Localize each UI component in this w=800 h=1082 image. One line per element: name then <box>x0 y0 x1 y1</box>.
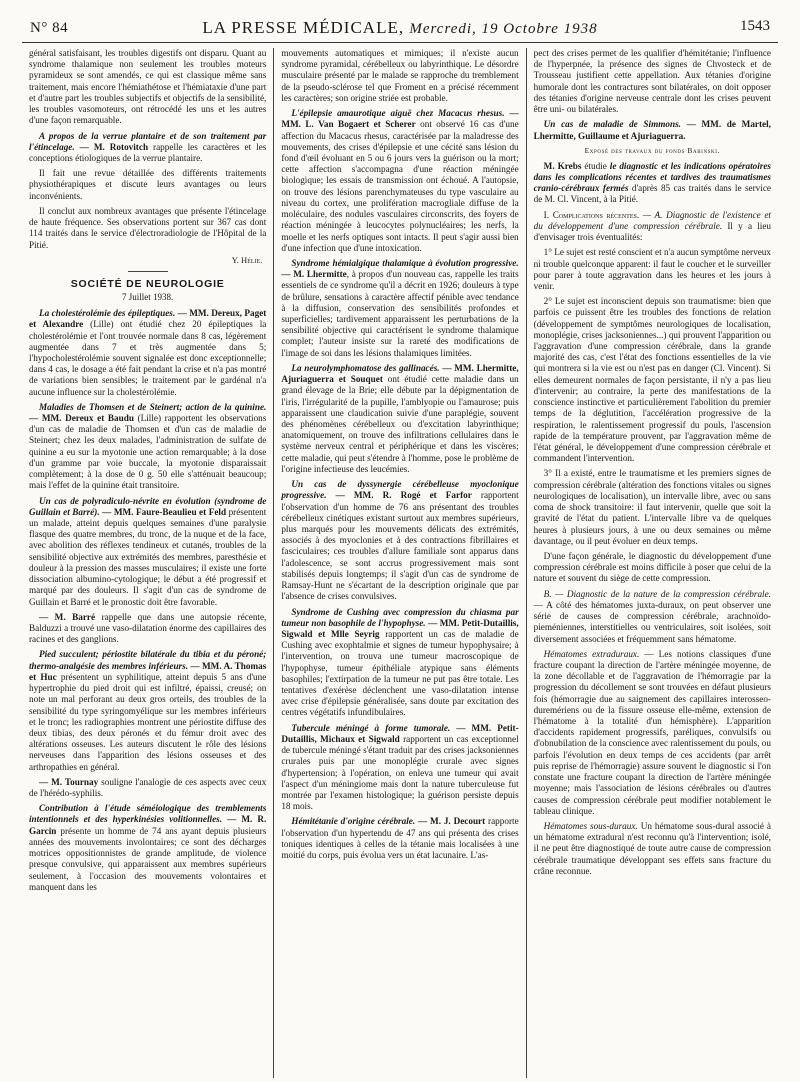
paragraph: Il conclut aux nombreux avantages que présente l'étincelage de haute fréquence. Ses observations portent sur 367 cas dont 114 traités dans le service d'électroradiologie de l'Hôpital de la Pitié. <box>29 205 267 250</box>
article-abstract <box>281 479 518 602</box>
article-abstract <box>281 258 518 359</box>
subsection-title: B. — Diagnostic de la nature de la compression cérébrale. <box>543 588 771 599</box>
article-text: présente un homme de 74 ans ayant depuis plusieurs années des mouvements involontaires; ce sont des décharges motrices oppositionnistes de grande amplitude, de violence presque convulsive, qui apparaissent aux membres supérieurs seulement, à l'occasion des mouvements volontaires et manquent dans les <box>29 825 267 892</box>
article-text: , à propos d'un nouveau cas, rappelle les traits essentiels de ce syndrome qu'il a décrit en 1926; douleurs à type de brûlure, sensations à caractère affectif pénible avec tendance à la diffusion, conservation des sensibilités profondes et superficielles; tardivement apparaissent les perturbations de la sensibilité objective qui caractérisent le syndrome thalamique complet; l'auteur insiste sur la rareté des modifications de l'image de soi dans les lésions thalamiques limitées. <box>281 269 519 358</box>
article-text: — Les notions classiques d'une fracture coupant la direction de l'artère méningée moyenne, de la zone décollable et de l'aggravation de l'hémorragie par la progression du décollement se sont trouvées en défaut plusieurs fois (hémorragie due au saignement des capillaires interosseo-duremériens ou de la fissure osseuse elle-même, extension de l'hématome à la totalité d'un hémisphère). L'apparition d'accidents rapidement progressifs, paréliques, convulsifs ou d'obnubilation de la conscience avec ralentissement du pouls, ou parfois l'évolution en deux temps de ces accidents (par arrêt puis reprise de l'hémorragie) assure souvent le diagnostic si l'on constate une fracture coupant la direction de l'artère méningée moyenne; mais l'association de lésions cérébrales ou d'autres causes de compression cérébrale peut modifier notablement le tableau clinique. <box>533 648 771 816</box>
article-text: rapportent un cas exceptionnel de tubercule méningé s'étant traduit par des crises jacksoniennes crurales puis par une monoplégie crurale avec signes d'hypertension; à l'opération, on enleva une tumeur qui avait l'aspect d'un méningiome mais dont la nature tuberculeuse fut montrée par l'examen histologique; la guérison persiste depuis 18 mois. <box>281 733 519 812</box>
paragraph: pect des crises permet de les qualifier d'hémitétanie; l'influence de l'hyperpnée, la présence des signes de Chvosteck et de Trousseau justifient cette appellation. Aux tétanies d'origine humorale dont les contractures sont bilatérales, on doit opposer des tétanies d'origine nerveuse centrale dont les crises peuvent être uni- ou bilatérales. <box>533 48 771 115</box>
article-abstract <box>534 119 771 141</box>
article-text: Il y a lieu d'envisager trois éventualités: <box>533 220 771 243</box>
article-text: rappelle les caractères et les conceptions étiologiques de la verrue plantaire. <box>29 141 267 163</box>
article-title: Hémitétanie d'origine cérébrale. <box>291 816 416 827</box>
issue-date: Mercredi, 19 Octobre 1938 <box>409 21 598 37</box>
subsection-title: Hématomes extraduraux. <box>543 648 640 659</box>
article-title: La neurolymphomatose des gallinacés. <box>291 362 440 373</box>
article-title: Un cas de polyradiculo-névrite en évolution (syndrome de Guillain et Barré). <box>29 495 267 517</box>
article-text: présentent un malade, atteint depuis quelques semaines d'une paralysie flasque des quatre membres, du tronc, de la nuque et de la face, avec abolition des réflexes tendineux et cutanés, troubles de la sensibilité objective aux extrémités des membres, paresthésie et douleur à la pression des masses musculaires; il existe une forte dissociation albumino-cytologique; le début a été progressif et marqué par des douleurs. Il s'agit d'un cas de syndrome de Guillain et Barré et le pronostic doit être favorable. <box>29 506 267 607</box>
article-abstract <box>29 649 266 772</box>
page-number: 1543 <box>740 18 770 34</box>
article-author: — MM. de Martel, Lhermitte, Guillaume et Ajuriaguerra. <box>533 119 771 141</box>
article-author: — M. R. Garcin <box>29 814 267 836</box>
article-title: Maladies de Thomsen et de Steinert; action de la quinine. <box>39 401 267 412</box>
article-abstract <box>281 723 518 813</box>
paragraph: Il fait une revue détaillée des différents traitements physiothérapiques et discute leurs avantages ou leurs inconvénients. <box>29 168 267 201</box>
issue-number: N° 84 <box>30 20 69 36</box>
masthead <box>22 14 778 43</box>
paragraph <box>534 649 771 817</box>
article-text: souligne l'analogie de ces aspects avec ceux de l'hérédo-syphilis. <box>29 776 267 799</box>
article-abstract <box>281 607 518 719</box>
section-date: 7 Juillet 1938. <box>122 292 174 303</box>
article-author: — M. Tournay <box>39 776 99 787</box>
article-author: — MM. Petit-Dutaillis, Michaux et Sigwald <box>281 722 519 744</box>
article-text: ont observé 16 cas d'une affection du Macacus rhesus, caractérisée par la maladresse des mouvements, des crises d'épilepsie et une cécité sans lésion du fond d'œil évoluant en 5 ou 6 jours vers la guérison ou la mort; cette affection s'accompagna d'une réaction méningée biologique; les essais de transmission ont échoué. A l'autopsie, on trouve des lésions parenchymateuses du type vasculaire au niveau du cortex, une prolifération macrogliale diffuse de la moléculaire, des nodules vasculaires circonscrits, des foyers de réaction méningée à leucocytes polynucléaires; les nerfs, la moelle et les nerfs optiques sont intacts. Il peut s'agir aussi bien d'une infection que d'une intoxication. <box>281 119 519 253</box>
paragraph: 2° Le sujet est inconscient depuis son traumatisme: bien que parfois ce puissent être les troubles des fonctions de relation (développement de symptômes neurologiques de localisation, monoplégie, crises jacksoniennes...) qui prouvent l'apparition ou l'aggravation d'une compression cérébrale, dans la grande majorité des cas, c'est l'état des fonctions essentielles de la vie qui montrera si la vie est ou n'est pas en danger (Cl. Vincent). Si elles demeurent normales de façon persistante, il n'y a pas lieu d'intervenir; au contraire, la perte des manifestations de la conscience instinctive et particulièrement l'abolition du premier temps de la déglutition, l'accélération progressive de la respiration, le ralentissement progressif du pouls, l'ascension rapide de la température prouvent, par l'aggravation même de l'état général, le développement d'une compression cérébrale et commandent l'intervention. <box>533 296 771 464</box>
article-author: — MM. Petit-Dutaillis, Sigwald et Mlle Seyrig <box>281 617 519 639</box>
article-title: A propos de la verrue plantaire et de son traitement par l'étincelage. <box>29 130 267 152</box>
article-abstract <box>281 816 518 861</box>
article-author: — MM. Faure-Beaulieu et Feld <box>102 506 227 517</box>
column-3 <box>526 48 778 1078</box>
article-text: rapportent un cas de maladie de Cushing avec exophtalmie et signes de tumeur hypophysaire; à l'intervention, on trouva une tumeur macroscopique de l'hypophyse, tumeur épithéliale atypique sans éléments basophiles; l'extirpation de la tumeur ne put pas être totale. Les tentatives d'exérèse déclenchent une vaso-dilatation intense avec crise d'épilepsie généralisée, sans doute par excitation des centres végétatifs infundibulaires. <box>281 628 519 718</box>
article-title: le diagnostic et les indications opératoires dans les complications récentes et tardives des traumatismes cranio-cérébraux fermés <box>533 160 771 194</box>
article-text: Un hématome sous-dural associé à un hématome extradural n'est reconnu qu'à l'intervention; isolé, il ne peut être diagnostiqué de toute autre cause de compression cérébrale traumatique développant ses effets sans fracture du crâne reconnue. <box>533 821 771 876</box>
section-heading: SOCIÉTÉ DE NEUROLOGIE <box>70 278 225 291</box>
article-author: — M. J. Decourt <box>418 816 486 827</box>
article-title: Pied succulent; périostite bilatérale du tibia et du péroné; thermo-analgésie des membres inférieurs. <box>29 649 267 671</box>
column-1 <box>22 48 273 1078</box>
signature: Y. Hélie. <box>231 254 263 265</box>
article-text: rapportent l'observation d'un homme de 76 ans présentant des troubles cérébelleux cinétiques existant surtout aux membres supérieurs, plus marqués pour les mouvements délicats des extrémités, associés à des myoclonies et à des contractions fibrillaires et fasciculaires; ces troubles d'allure familiale sont apparus dans l'adolescence, se sont accrus progressivement mais sont stabilisés depuis longtemps; il s'agit d'un cas de syndrome de Ramsay-Hunt ne s'écartant de la description originale que par l'absence de crises convulsives. <box>281 490 519 602</box>
article-abstract <box>29 803 266 893</box>
article-abstract <box>29 496 266 608</box>
article-abstract <box>29 402 266 492</box>
column-2 <box>273 48 525 1078</box>
article-author: — MM. Dereux et Baudu <box>29 413 134 424</box>
paragraph: 1° Le sujet est resté conscient et n'a aucun symptôme nerveux ni trouble quelconque apparent: il faut le coucher et le surveiller pour parer à toute aggravation dans les heures et les jours à venir. <box>533 247 771 291</box>
article-author: — MM. Lhermitte, Ajuriaguerra et Souquet <box>281 362 519 385</box>
article-title: Un cas de dyssynergie cérébelleuse myoclonique progressive. <box>281 479 519 501</box>
article-author: M. Krebs <box>543 160 582 171</box>
paragraph <box>534 821 771 877</box>
article-text: (Lille) rapportent les observations d'un cas de maladie de Thomsen et d'un cas de maladie de Steinert; chez les deux malades, l'administration de sulfate de quinine a eu sur la myotonie une action remarquable; à la dose d'un gramme par voie buccale, la myotonie disparaissait complètement; à la dose de 0 g. 50 elle s'atténuait beaucoup; mais l'effet de la quinine était transitoire. <box>29 413 267 491</box>
divider <box>128 271 168 272</box>
article-text: ont étudié cette maladie dans un grand élevage de la Brie; elle débute par la dépigmentation de l'iris, l'irrégularité de la pupille, l'amblyopie ou l'amaurose; puis apparaissent une claudication suivie d'une paraplégie, souvent des phénomènes cérébelleux ou d'excitation labyrinthique; anatomiquement, on trouve des infiltrations cellulaires dans le système nerveux central et périphérique et dans les viscères; cette maladie, qui peut s'étendre à l'homme, pose le problème de l'origine infectieuse des leucémies. <box>281 374 519 474</box>
article-title: L'épilepsie amaurotique aiguë chez Macacus rhesus. <box>291 108 505 119</box>
article-author: — M. Barré <box>39 611 96 622</box>
article-abstract <box>534 161 771 206</box>
subsection-title: — A. Diagnostic de l'existence et du développement d'une compression cérébrale. <box>533 209 771 231</box>
article-author: — MM. A. Thomas et Huc <box>29 660 267 682</box>
article-abstract <box>281 108 518 254</box>
paragraph: mouvements automatiques et mimiques; il n'existe aucun syndrome pyramidal, cérébelleux ou labyrinthique. Le désordre musculaire présenté par le malade se rapproche du tremblement de la pseudo-sclérose tel que Froment en a précisé récemment les caractères; son origine striée est probable. <box>281 48 519 103</box>
paragraph <box>534 589 771 645</box>
subsection-heading: Exposé des travaux du fonds Babinski. <box>584 145 720 155</box>
article-abstract <box>29 308 266 398</box>
article-abstract <box>29 131 266 165</box>
article-text: présentent un syphilitique, atteint depuis 5 ans d'une hypertrophie du pied droit qui est infiltré, épaissi, creusé; on note un mal perforant au deux gros orteils, des troubles de la sensibilité du type syringomyélique sur les membres inférieurs et le tronc; les radiographies montrent une périostite diffuse des deux tibias, des deux péronés et du fémur droit avec des altérations osseuses. Les auteurs discutent le rôle des lésions nerveuses dans l'apparition des lésions osseuses et des arthropathies en général. <box>29 671 267 772</box>
article-abstract <box>281 363 518 475</box>
journal-title-line <box>22 18 778 38</box>
article-text: (Lille) ont étudié chez 20 épileptiques la cholestérolémie et l'ont trouvée normale dans 8 cas, légèrement augmentée dans 7 et très augmentée dans 5; l'hypocholestérolémie souvent signalée est donc exceptionnelle; dans 4 cas, le dosage a été fait pendant la crise et n'a pas montré de variations bien sensibles; le traitement par le gardénal n'a aucune influence sur la cholestérolémie. <box>29 319 267 397</box>
article-author: — MM. R. Rogé et Farfor <box>335 490 472 501</box>
article-author: — M. Rotovitch <box>79 141 149 152</box>
article-author: — MM. Dereux, Paget et Alexandre <box>29 308 267 330</box>
journal-title: LA PRESSE MÉDICALE, <box>202 18 405 37</box>
article-text: d'après 85 cas traités dans le service de M. Cl. Vincent, à la Pitié. <box>533 183 771 205</box>
paragraph: 3° Il a existé, entre le traumatisme et les premiers signes de compression cérébrale (altération des fonctions vitales ou signes neurologiques de localisation), un intervalle libre, avec ou sans coma de shock transitoire: il faut intervenir, quelle que soit la gravité de l'état du patient. L'intervalle libre va de quelques heures à plusieurs jours, à une ou deux semaines ou même davantage, ou il peut évoluer en deux temps. <box>533 468 771 546</box>
article-title: Contribution à l'étude séméiologique des tremblements intentionnels et des hyperkinésies volitionnelles. <box>29 803 267 825</box>
article-title: Syndrome hémialgique thalamique à évolution progressive. <box>291 257 519 268</box>
paragraph: général satisfaisant, les troubles digestifs ont disparu. Quant au syndrome thalamique non seulement les troubles moteurs pyramideux se sont amendés, ce qui est classique même sans traitement, mais encore l'hémiathétose et l'hémiataxie d'une part et d'autre part les troubles subjectifs et objectifs de la sensibilité, les troubles vasomoteurs, ont rétrocédé les uns et les autres d'une façon remarquable. <box>29 48 267 126</box>
article-title: Un cas de maladie de Simmons. <box>543 119 681 130</box>
paragraph: D'une façon générale, le diagnostic du développement d'une compression cérébrale est moins difficile à poser que celui de la nature et souvent du siège de cette compression. <box>533 550 771 584</box>
subsection-label: I. Complications récentes. <box>543 209 640 220</box>
article-text: — A côté des hématomes juxta-duraux, on peut observer une série de causes de compression cérébrale, arachnoïdo-pieméniennes, interstitielles ou ventriculaires, soit isolées, soit diversement associées et fréquemment sans hématome. <box>533 599 771 644</box>
article-author: — M. Lhermitte <box>281 269 347 280</box>
article-title: Syndrome de Cushing avec compression du chiasma par tumeur non basophile de l'hypophyse. <box>281 606 519 628</box>
article-text: rapporte l'observation d'un hypertendu de 47 ans qui présenta des crises toniques identiques à celles de la tétanie mais localisées à une moitié du corps, puis évolua vers un état lacunaire. L'as- <box>281 816 519 861</box>
article-title: Tubercule méningé à forme tumorale. <box>291 722 451 733</box>
article-author: — MM. L. Van Bogaert et Scherer <box>281 108 519 130</box>
paragraph <box>534 210 771 244</box>
article-comment <box>29 612 266 646</box>
article-title: La cholestérolémie des épileptiques. <box>39 308 176 319</box>
article-comment <box>29 777 266 799</box>
article-text: étudie <box>584 160 607 171</box>
subsection-title: Hématomes sous-duraux. <box>543 821 638 831</box>
text-columns <box>22 48 778 1078</box>
article-text: rappelle que dans une autopsie récente, Balduzzi a trouvé une vaso-dilatation énorme des capillaires des racines et des ganglions. <box>29 611 267 645</box>
